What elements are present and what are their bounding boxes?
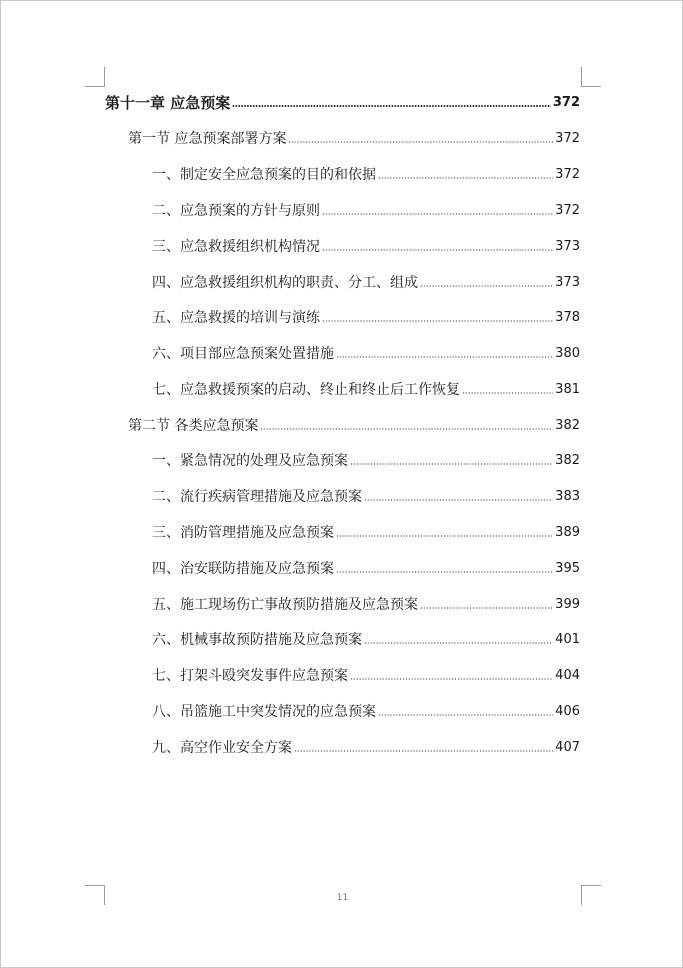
toc-entry-title: 六、机械事故预防措施及应急预案 — [152, 632, 362, 648]
toc-entry-page: 373 — [555, 275, 580, 290]
toc-leader-dots — [336, 570, 553, 574]
toc-leader-dots — [322, 212, 553, 216]
toc-item-entry[interactable] — [152, 201, 580, 221]
toc-item-entry[interactable] — [152, 344, 580, 364]
toc-leader-dots — [322, 319, 553, 323]
toc-leader-dots — [462, 391, 553, 395]
toc-leader-dots — [420, 284, 553, 288]
toc-entry-page: 395 — [555, 561, 580, 576]
toc-entry-page: 378 — [555, 310, 580, 325]
toc-entry-page: 383 — [555, 489, 580, 504]
toc-leader-dots — [364, 641, 553, 645]
toc-entry-title: 七、应急救援预案的启动、终止和终止后工作恢复 — [152, 382, 460, 398]
toc-leader-dots — [350, 677, 553, 681]
toc-entry-page: 380 — [555, 346, 580, 361]
toc-entry-title: 四、治安联防措施及应急预案 — [152, 561, 334, 577]
toc-section-entry[interactable] — [128, 129, 580, 149]
toc-entry-title: 二、应急预案的方针与原则 — [152, 203, 320, 219]
toc-leader-dots — [378, 176, 553, 180]
crop-mark-top-left — [85, 67, 105, 87]
toc-item-entry[interactable] — [152, 451, 580, 471]
toc-item-entry[interactable] — [152, 559, 580, 579]
toc-entry-page: 399 — [555, 597, 580, 612]
toc-entry-title: 三、应急救援组织机构情况 — [152, 239, 320, 255]
toc-item-entry[interactable] — [152, 523, 580, 543]
toc-chapter-title: 第十一章 应急预案 — [105, 94, 231, 112]
toc-leader-dots — [350, 462, 553, 466]
toc-item-entry[interactable] — [152, 666, 580, 686]
toc-entry-page: 382 — [555, 418, 580, 433]
toc-leader-dots — [288, 140, 553, 144]
toc-entry-title: 六、项目部应急预案处置措施 — [152, 346, 334, 362]
toc-entry-title: 一、制定安全应急预案的目的和依据 — [152, 167, 376, 183]
toc-leader-dots — [232, 104, 551, 108]
toc-entry-title: 三、消防管理措施及应急预案 — [152, 525, 334, 541]
toc-entry-page: 372 — [555, 131, 580, 146]
toc-entry-title: 五、施工现场伤亡事故预防措施及应急预案 — [152, 597, 418, 613]
toc-item-entry[interactable] — [152, 308, 580, 328]
toc-entry-page: 404 — [555, 668, 580, 683]
page-number: 11 — [336, 893, 349, 903]
toc-entry-page: 382 — [555, 453, 580, 468]
crop-mark-top-right — [581, 67, 601, 87]
toc-item-entry[interactable] — [152, 595, 580, 615]
toc-leader-dots — [260, 427, 553, 431]
toc-item-entry[interactable] — [152, 738, 580, 758]
toc-entry-title: 五、应急救援的培训与演练 — [152, 310, 320, 326]
toc-section-entry[interactable] — [128, 416, 580, 436]
toc-entry-page: 389 — [555, 525, 580, 540]
toc-leader-dots — [322, 248, 553, 252]
toc-item-entry[interactable] — [152, 165, 580, 185]
toc-item-entry[interactable] — [152, 487, 580, 507]
toc-entry-page: 372 — [555, 167, 580, 182]
toc-leader-dots — [294, 749, 553, 753]
toc-entry-page: 373 — [555, 239, 580, 254]
toc-entry-title: 四、应急救援组织机构的职责、分工、组成 — [152, 275, 418, 291]
toc-entry-page: 381 — [555, 382, 580, 397]
toc-entry-title: 七、打架斗殴突发事件应急预案 — [152, 668, 348, 684]
toc-entry-title: 二、流行疾病管理措施及应急预案 — [152, 489, 362, 505]
toc-entry-title: 第二节 各类应急预案 — [128, 418, 259, 434]
toc-entry-title: 八、吊篮施工中突发情况的应急预案 — [152, 704, 376, 720]
toc-entry-title: 一、紧急情况的处理及应急预案 — [152, 453, 348, 469]
toc-item-entry[interactable] — [152, 702, 580, 722]
toc-entry-page: 401 — [555, 632, 580, 647]
toc-item-entry[interactable] — [152, 237, 580, 257]
toc-leader-dots — [364, 498, 553, 502]
toc-item-entry[interactable] — [152, 630, 580, 650]
toc-item-entry[interactable] — [152, 380, 580, 400]
toc-chapter-page: 372 — [552, 95, 580, 110]
toc-leader-dots — [336, 355, 553, 359]
toc-leader-dots — [420, 606, 553, 610]
toc-entry-page: 372 — [555, 203, 580, 218]
toc-entry-page: 407 — [555, 740, 580, 755]
toc-chapter-entry[interactable] — [105, 93, 580, 113]
toc-item-entry[interactable] — [152, 273, 580, 293]
toc-entry-page: 406 — [555, 704, 580, 719]
toc-leader-dots — [378, 713, 553, 717]
toc-leader-dots — [336, 534, 553, 538]
toc-entry-title: 第一节 应急预案部署方案 — [128, 131, 287, 147]
toc-entry-title: 九、高空作业安全方案 — [152, 740, 292, 756]
